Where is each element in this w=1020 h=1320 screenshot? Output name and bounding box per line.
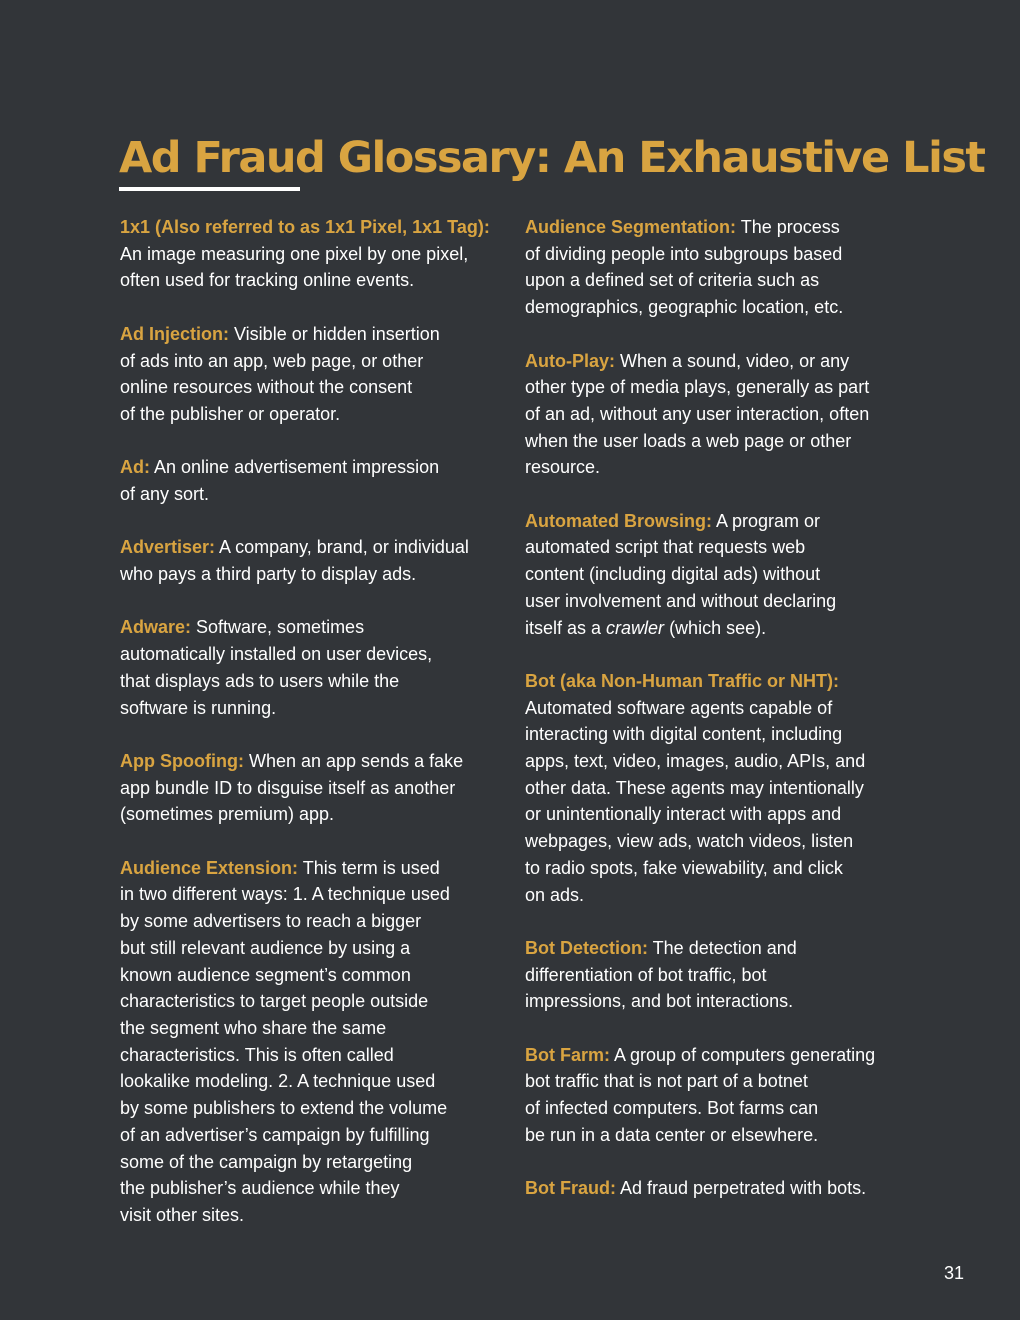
glossary-entry-adware: [120, 614, 500, 721]
glossary-entry-1x1: [120, 214, 500, 294]
glossary-term: Automated Browsing:: [525, 510, 712, 531]
page-title: Ad Fraud Glossary: An Exhaustive List: [119, 133, 985, 183]
glossary-definition: A program or automated script that requests web content (including digital ads) without user involvement and without declaring itself as a: [525, 510, 837, 638]
glossary-term: Auto-Play:: [525, 350, 615, 371]
glossary-entry-bot-farm: [525, 1042, 910, 1149]
title-underline: [119, 187, 300, 191]
glossary-left-column: [120, 214, 500, 1255]
glossary-entry-automated-browsing: [525, 508, 910, 642]
page-number: 31: [944, 1263, 965, 1283]
glossary-term: Ad Injection:: [120, 323, 229, 344]
glossary-definition: Software, sometimes automatically installed on user devices, that displays ads to users while the software is running.: [120, 617, 433, 718]
glossary-definition: When a sound, video, or any other type of media plays, generally as part of an ad, without any user interaction, often when the user loads a web page or other resource.: [525, 350, 870, 478]
glossary-entry-ad-injection: [120, 321, 500, 428]
glossary-definition: When an app sends a fake app bundle ID to disguise itself as another (sometimes premium) app.: [120, 750, 464, 825]
glossary-entry-bot-detection: [525, 935, 910, 1015]
glossary-entry-app-spoofing: [120, 748, 500, 828]
glossary-definition: Visible or hidden insertion of ads into an app, web page, or other online resources without the consent of the publisher or operator.: [120, 323, 440, 424]
glossary-entry-audience-extension: [120, 855, 500, 1229]
glossary-term: Adware:: [120, 617, 192, 638]
glossary-definition: A group of computers generating bot traffic that is not part of a botnet of infected computers. Bot farms can be run in a data center or elsewhere.: [525, 1044, 876, 1145]
glossary-emphasis: crawler: [606, 617, 665, 638]
glossary-entry-bot-fraud: [525, 1175, 910, 1202]
glossary-definition-end: (which see).: [664, 617, 767, 638]
glossary-term: Ad:: [120, 457, 150, 478]
glossary-term: Bot Detection:: [525, 937, 648, 958]
glossary-term: 1x1 (Also referred to as 1x1 Pixel, 1x1 Tag):: [120, 217, 490, 237]
glossary-definition: This term is used in two different ways: 1. A technique used by some advertisers to reach a bigger but still relevant audience by using a known audience segment’s common characteristics to target people outside the segment who share the same characteristics. This is often called lookalike modeling. 2. A technique used by some publishers to extend the volume of an advertiser’s campaign by fulfilling some of the campaign by retargeting the publisher’s audience while they visit other sites.: [120, 857, 450, 1225]
glossary-definition: The detection and differentiation of bot traffic, bot impressions, and bot interactions.: [525, 937, 797, 1012]
glossary-term: Bot Fraud:: [525, 1178, 616, 1199]
glossary-definition: Ad fraud perpetrated with bots.: [615, 1178, 867, 1199]
glossary-term: App Spoofing:: [120, 750, 244, 771]
glossary-term: Audience Extension:: [120, 857, 299, 878]
glossary-term: Bot (aka Non-Human Traffic or NHT):: [525, 670, 840, 691]
glossary-entry-audience-segmentation: [525, 214, 910, 321]
glossary-term: Audience Segmentation:: [525, 217, 737, 237]
glossary-entry-ad: [120, 454, 500, 507]
glossary-definition: Automated software agents capable of interacting with digital content, including apps, text, video, images, audio, APIs, and other data. These agents may intentionally or unintentionally interact with apps and webpages, view ads, watch videos, listen to radio spots, fake viewability, and click on ads.: [525, 697, 866, 905]
glossary-entry-advertiser: [120, 534, 500, 587]
glossary-entry-auto-play: [525, 348, 910, 482]
glossary-term: Bot Farm:: [525, 1044, 610, 1065]
glossary-entry-bot: [525, 668, 910, 908]
glossary-definition: An image measuring one pixel by one pixel, often used for tracking online events.: [120, 243, 469, 291]
glossary-definition: An online advertisement impression of any sort.: [120, 457, 440, 504]
glossary-definition: The process of dividing people into subgroups based upon a defined set of criteria such as demographics, geographic location, etc.: [525, 217, 844, 318]
glossary-definition: A company, brand, or individual who pays a third party to display ads.: [120, 537, 469, 585]
glossary-right-column: [525, 214, 910, 1229]
glossary-term: Advertiser:: [120, 537, 216, 558]
